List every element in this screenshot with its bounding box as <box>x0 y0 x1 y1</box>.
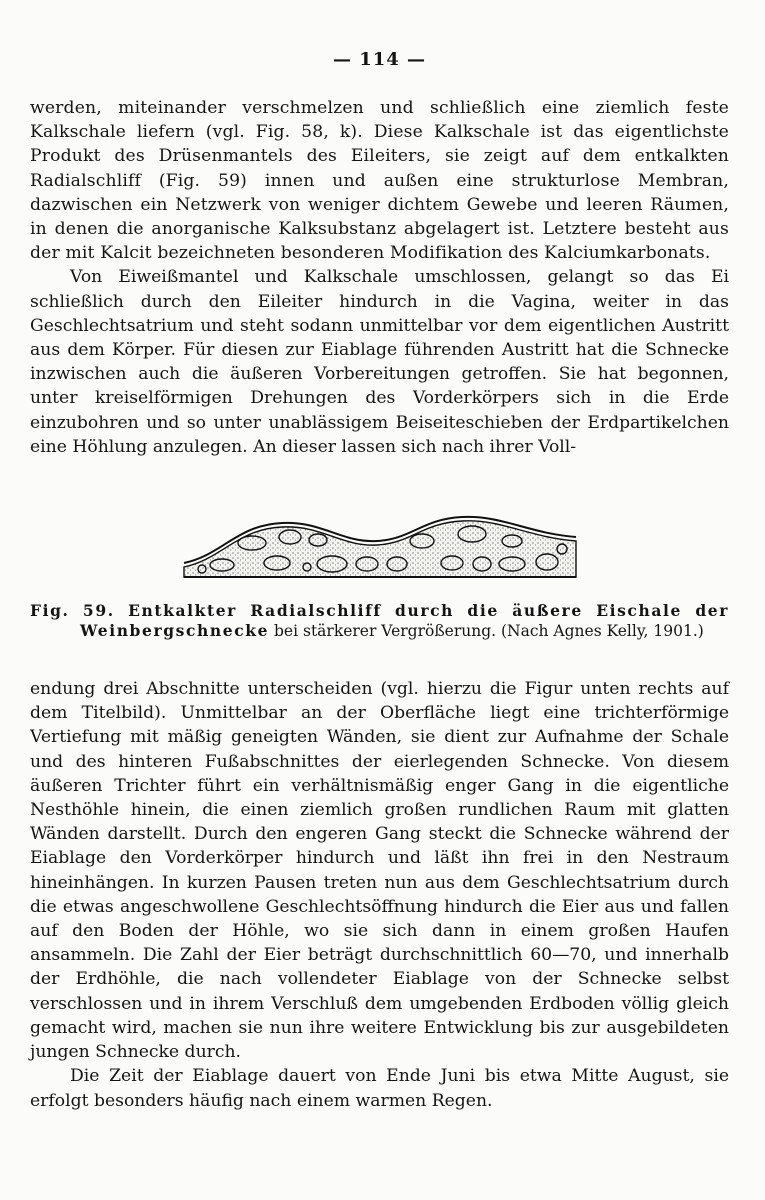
eggshell-cross-section-illustration <box>182 507 578 579</box>
figure-caption-lead: Fig. 59. Entkalkter Radialschliff durch die äußere Eischale der Weinbergschnecke <box>30 601 729 641</box>
figure-caption-rest: bei stärkerer Vergrößerung. (Nach Agnes Kelly, 1901.) <box>269 622 704 641</box>
figure-eggshell-section <box>30 507 729 579</box>
paragraph-4: Die Zeit der Eiablage dauert von Ende Juni bis etwa Mitte August, sie erfolgt besonders häufig nach einem warmen Regen. <box>30 1066 729 1111</box>
paragraph-2: Von Eiweißmantel und Kalkschale umschlossen, gelangt so das Ei schließlich durch den Eileiter hindurch in die Vagina, weiter in das Geschlechtsatrium und steht sodann unmittelbar vor dem eigentlichen Austritt aus dem Körper. Für diesen zur Eiablage führenden Austritt hat die Schnecke inzwischen auch die äußeren Vorbereitungen getroffen. Sie hat begonnen, unter kreiselförmigen Drehungen des Vorderkörpers sich in die Erde einzubohren und so unter unablässigem Beiseiteschieben der Erdpartikelchen eine Höhlung anzulegen. An dieser lassen sich nach ihrer Voll- <box>30 267 729 457</box>
page-number: — 114 — <box>332 49 427 70</box>
paragraph-1: werden, miteinander verschmelzen und schließlich eine ziemlich feste Kalkschale liefern (vgl. Fig. 58, k). Diese Kalkschale ist das eigentlichste Produkt des Drüsenmantels des Eileiters, sie zeigt auf dem entkalkten Radialschliff (Fig. 59) innen und außen eine strukturlose Membran, dazwischen ein Netzwerk von weniger dichtem Gewebe und leeren Räumen, in denen die anorganische Kalksubstanz abgelagert ist. Letztere besteht aus der mit Kalcit bezeichneten besonderen Modifikation des Kalciumkarbonats. <box>30 98 729 264</box>
paragraph-3: endung drei Abschnitte unterscheiden (vgl. hierzu die Figur unten rechts auf dem Titelbild). Unmittelbar an der Oberfläche liegt eine trichterförmige Vertiefung mit mäßig geneigten Wänden, sie dient zur Aufnahme der Schale und des hinteren Fußabschnittes der eierlegenden Schnecke. Von diesem äußeren Trichter führt ein verhältnismäßig enger Gang in die eigentliche Nesthöhle hinein, die einen ziemlich großen rundlichen Raum mit glatten Wänden darstellt. Durch den engeren Gang steckt die Schnecke während der Eiablage den Vorderkörper hindurch und läßt ihn frei in den Nestraum hineinhängen. In kurzen Pausen treten nun aus dem Geschlechtsatrium durch die etwas angeschwollene Geschlechtsöffnung hindurch die Eier aus und fallen auf den Boden der Höhle, wo sie sich dann in einem großen Haufen ansammeln. Die Zahl der Eier beträgt durchschnittlich 60—70, und innerhalb der Erdhöhle, die nach vollendeter Eiablage von der Schnecke selbst verschlossen und in ihrem Verschluß dem umgebenden Erdboden völlig gleich gemacht wird, machen sie nun ihre weitere Entwicklung bis zur ausgebildeten jungen Schnecke durch. <box>30 679 729 1063</box>
figure-caption <box>30 601 729 641</box>
